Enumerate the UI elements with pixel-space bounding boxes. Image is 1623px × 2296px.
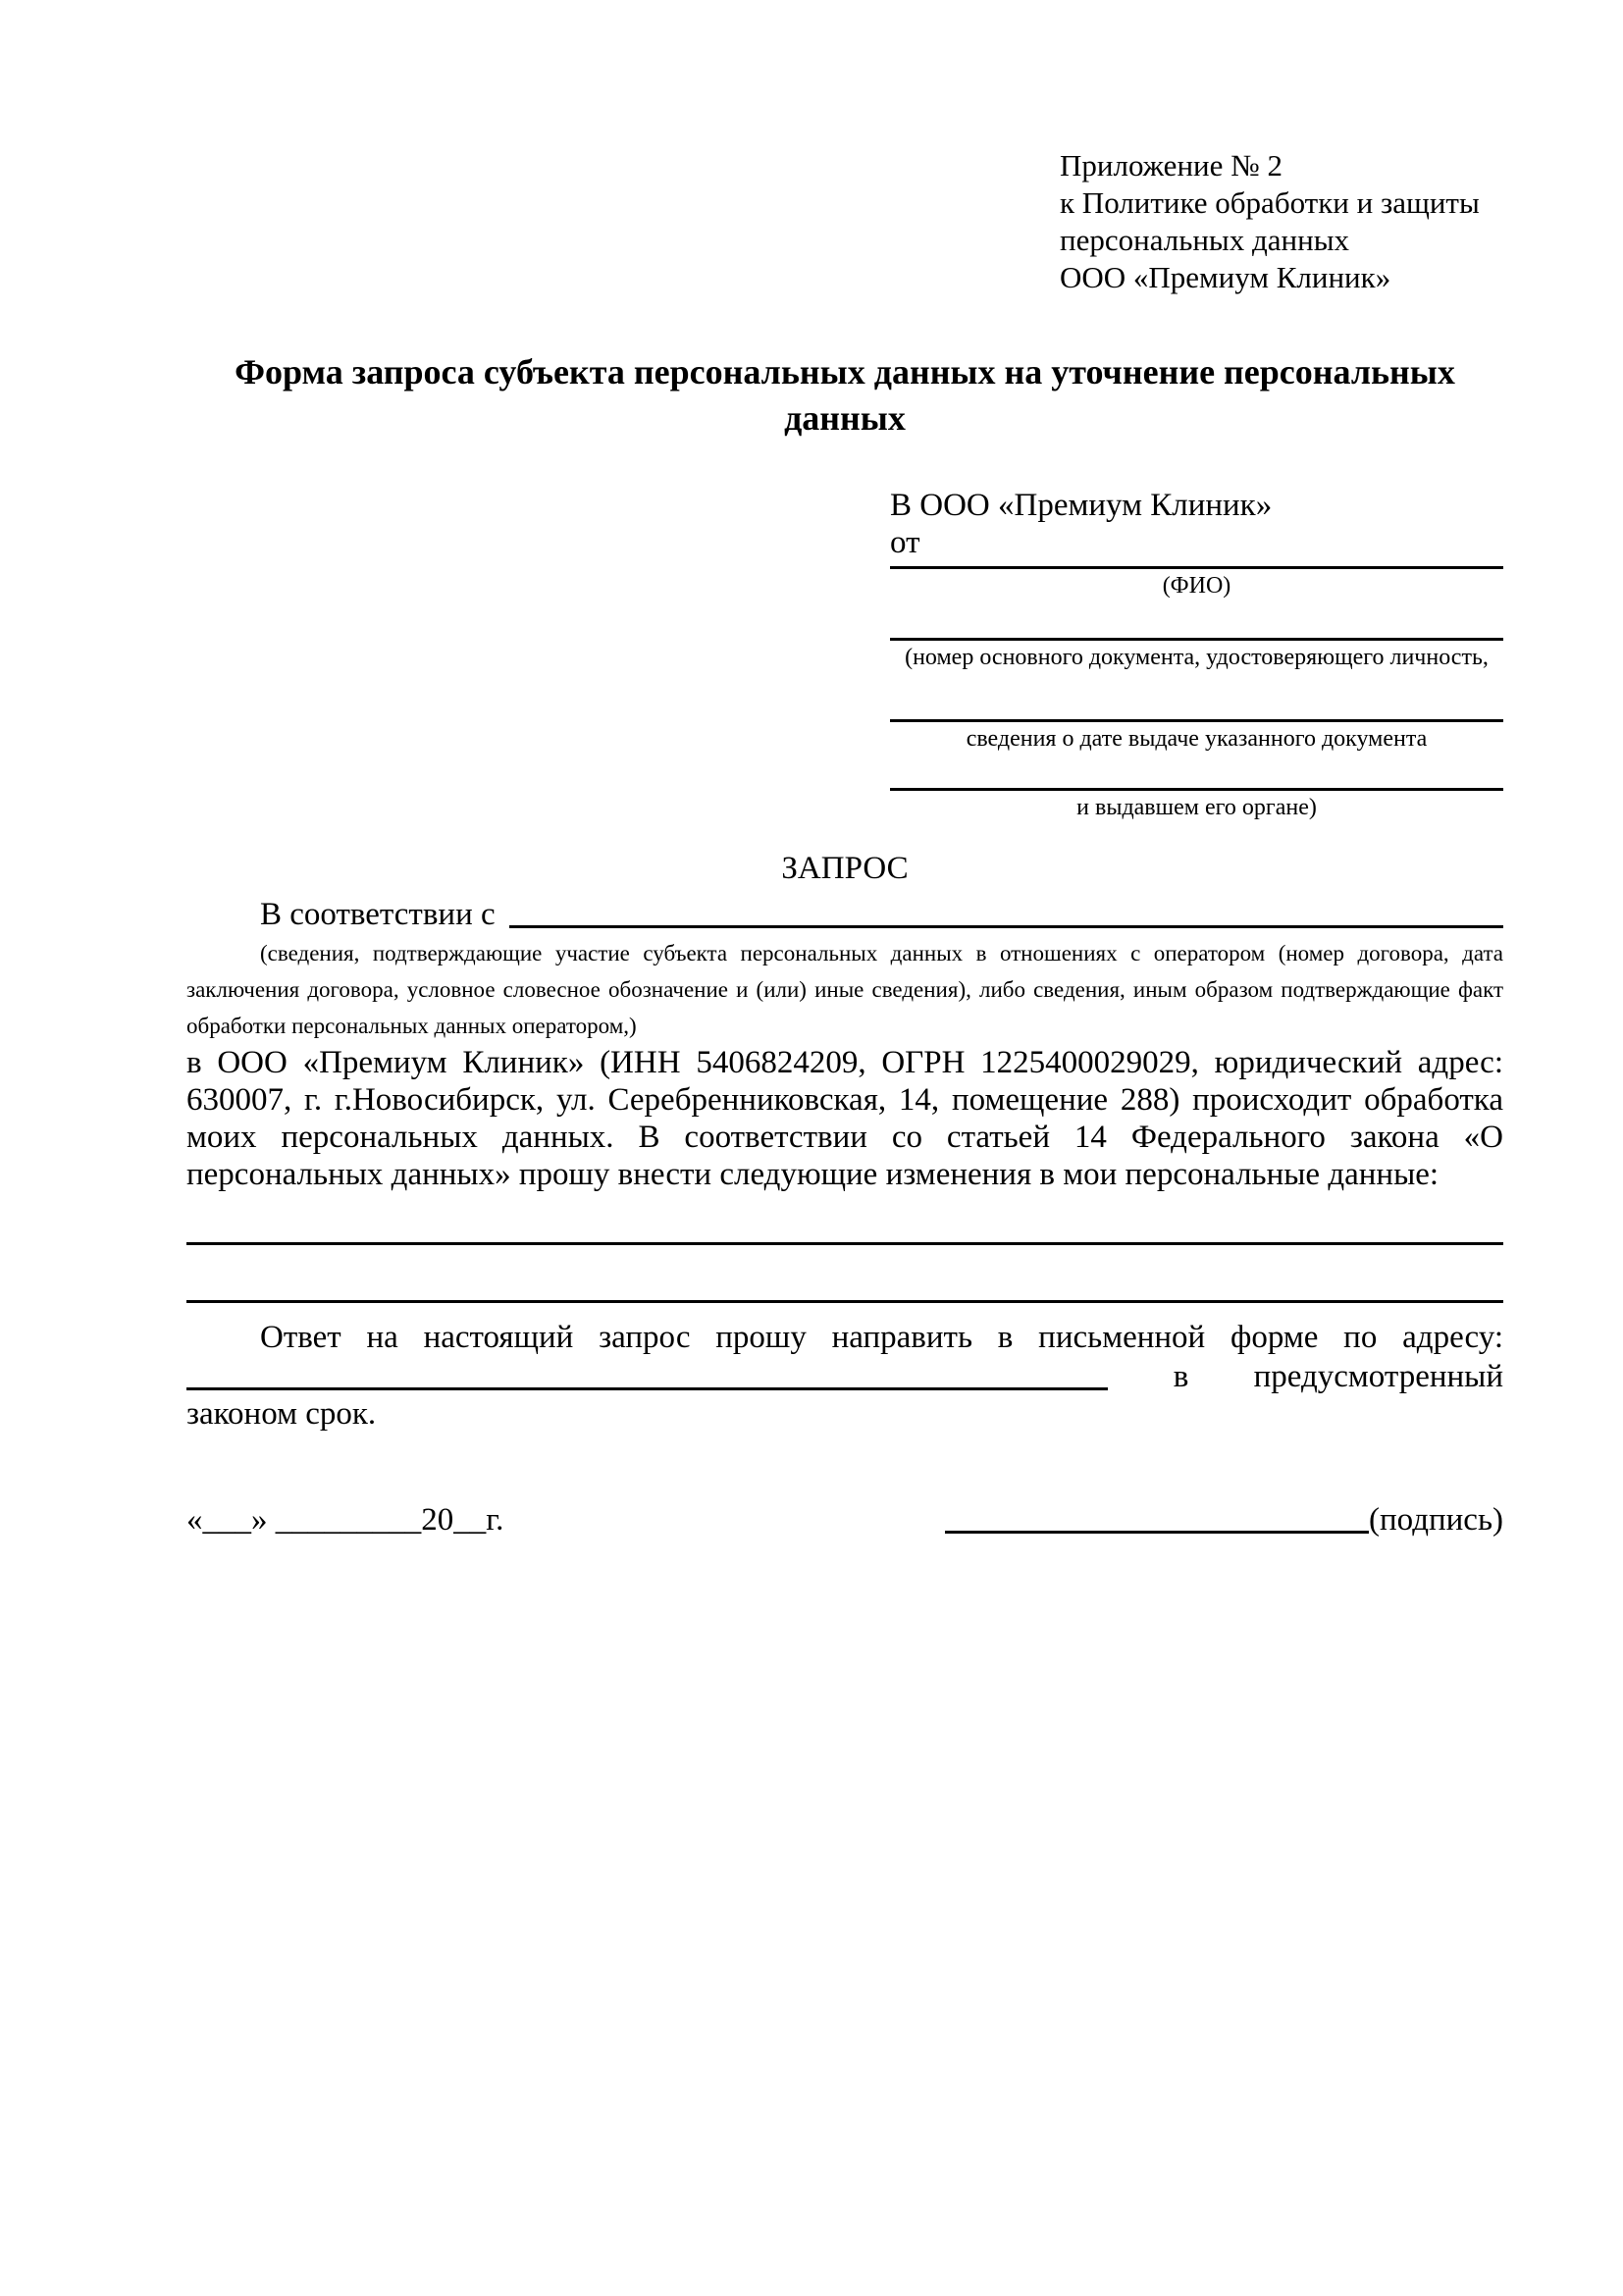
addressee-from-label: от [890, 525, 920, 560]
reply-word-v: в [1173, 1359, 1189, 1394]
document-number-caption: (номер основного документа, удостоверяющего личность, [905, 645, 1489, 670]
date-blank-line: «___» _________20__г. [186, 1502, 504, 1538]
request-body: в ООО «Премиум Клиник» (ИНН 5406824209, ОГРН 1225400029029, юридический адрес: 630007, г. г.Новосибирск, ул. Серебренниковская, 14, помещение 288) происходит обработка моих персональных данных. В соответствии со статьей 14 Федерального закона «О персональных данных» прошу внести следующие изменения в мои персональные данные: [186, 1045, 1503, 1192]
addressee-to: В ООО «Премиум Клиник» [890, 488, 1273, 523]
annex-line: ООО «Премиум Клиник» [1060, 260, 1391, 294]
annex-block [1060, 147, 1503, 296]
signature-blank-line [945, 1531, 1369, 1534]
intro-caption: (сведения, подтверждающие участие субъекта персональных данных в отношениях с оператором (номер договора, дата заключения договора, условное словесное обозначение и (или) иные сведения), либо сведения, иным образом подтверждающие факт обработки персональных данных оператором,) [186, 941, 1503, 1038]
request-intro-row [186, 896, 1503, 933]
reply-address-blank-line [186, 1387, 1108, 1390]
annex-line: Приложение № 2 [1060, 148, 1283, 183]
intro-label: В соответствии с [260, 897, 496, 932]
signature-group [945, 1501, 1503, 1539]
addressee-block [890, 487, 1503, 824]
reply-address-line: Ответ на настоящий запрос прошу направить в письменной форме по адресу: [260, 1320, 1503, 1355]
reply-address-row [186, 1358, 1503, 1395]
fio-caption: (ФИО) [1162, 573, 1231, 599]
changes-blank-line-1 [186, 1242, 1503, 1245]
date-signature-row [186, 1501, 1503, 1539]
annex-line: к Политике обработки и защиты [1060, 185, 1480, 220]
annex-line: персональных данных [1060, 223, 1350, 257]
reply-word-predusmotrenny: предусмотренный [1253, 1359, 1503, 1394]
changes-blank-line-2 [186, 1300, 1503, 1303]
basis-blank-line [509, 925, 1503, 928]
signature-caption: (подпись) [1369, 1502, 1503, 1538]
reply-tail: законом срок. [186, 1396, 377, 1432]
issuing-authority-caption: и выдавшем его органе) [1076, 795, 1317, 820]
issue-date-caption: сведения о дате выдаче указанного документа [966, 726, 1428, 752]
document-title: Форма запроса субъекта персональных данных на уточнение персональных данных [235, 352, 1455, 438]
request-heading: ЗАПРОС [781, 851, 909, 886]
